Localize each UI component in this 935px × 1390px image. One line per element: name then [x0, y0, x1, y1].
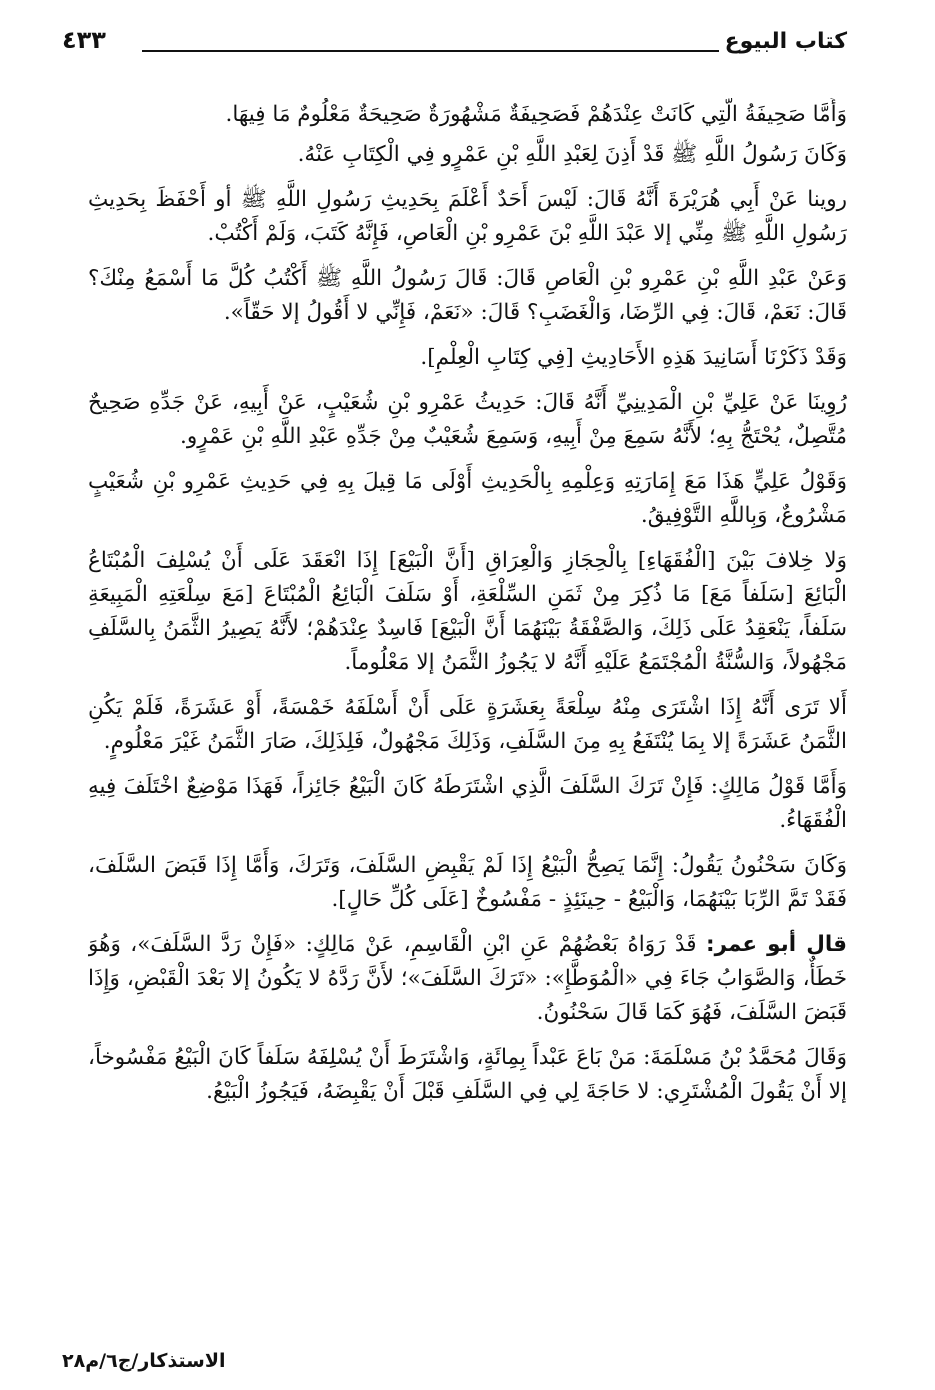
paragraph-6: رُوِينَا عَنْ عَلِيِّ بْنِ الْمَدِينِيِّ أَنَّهُ قَالَ: حَدِيثُ عَمْرِو بْنِ شُعَيْبٍ، عَنْ أَبِيهِ، عَنْ جَدِّهِ صَحِيحٌ مُتَّصِلٌ، يُحْتَجُّ بِهِ؛ لأَنَّهُ سَمِعَ مِنْ أَبِيهِ، وَسَمِعَ شُعَيْبٌ مِنْ جَدِّهِ عَبْدِ اللَّهِ بْنِ عَمْرٍو.: [88, 390, 847, 449]
book-title: كتاب البيوع: [724, 29, 847, 54]
paragraph-12: [88, 928, 847, 1030]
paragraph-5: وَقَدْ ذَكَرْنَا أَسَانِيدَ هَذِهِ الأَحَادِيثِ [فِي كِتَابِ الْعِلْمِ].: [420, 345, 847, 370]
body-text: [88, 98, 847, 1338]
paragraph-2: وَكَانَ رَسُولُ اللَّهِ ﷺ قَدْ أَذِنَ لِعَبْدِ اللَّهِ بْنِ عَمْرٍو فِي الْكِتَابِ عَنْهُ.: [297, 142, 847, 167]
paragraph-4: وَعَنْ عَبْدِ اللَّهِ بْنِ عَمْرِو بْنِ الْعَاصِ قَالَ: قَالَ رَسُولُ اللَّهِ ﷺ أَكْتُبُ كُلَّ مَا أَسْمَعُ مِنْكَ؟ قَالَ: نَعَمْ، قَالَ: فِي الرِّضَا، وَالْغَضَبِ؟ قَالَ: «نَعَمْ، فَإِنِّي لا أَقُولُ إلا حَقّاً».: [88, 266, 847, 325]
paragraph-10: وَأَمَّا قَوْلُ مَالِكٍ: فَإِنْ تَرَكَ السَّلَفَ الَّذِي اشْتَرَطَهُ كَانَ الْبَيْعُ جَائِزاً، فَهَذَا مَوْضِعٌ اخْتَلَفَ فِيهِ الْفُقَهَاءُ.: [88, 774, 847, 833]
paragraph-7: وَقَوْلُ عَلِيٍّ هَذَا مَعَ إِمَارَتِهِ وَعِلْمِهِ بِالْحَدِيثِ أَوْلَى مَا قِيلَ بِهِ فِي حَدِيثِ عَمْرِو بْنِ شُعَيْبٍ مَشْرُوعٌ، وَبِاللَّهِ التَّوْفِيقُ.: [88, 469, 847, 528]
paragraph-1: وَأَمَّا صَحِيفَةُ الَّتِي كَانَتْ عِنْدَهُمْ فَصَحِيفَةٌ مَشْهُورَةٌ صَحِيحَةٌ مَعْلُومٌ مَا فِيهَا.: [225, 102, 847, 127]
paragraph-11: وَكَانَ سَحْنُونُ يَقُولُ: إِنَّمَا يَصِحُّ الْبَيْعُ إِذَا لَمْ يَقْبِضِ السَّلَفَ، وَتَرَكَ، وَأَمَّا إِذَا قَبَضَ السَّلَفَ، فَقَدْ تَمَّ الرِّبَا بَيْنَهُمَا، وَالْبَيْعُ - حِينَئِذٍ - مَفْسُوخٌ [عَلَى كُلِّ حَالٍ].: [88, 853, 847, 912]
paragraph-12-text: قَدْ رَوَاهُ بَعْضُهُمْ عَنِ ابْنِ الْقَاسِمِ، عَنْ مَالِكٍ: «فَإِنْ رَدَّ السَّلَفَ»، وَهُوَ خَطَأٌ، وَالصَّوَابُ جَاءَ فِي «الْمُوَطَّإِ»: «تَرَكَ السَّلَفَ»؛ لأَنَّ رَدَّهُ لا يَكُونُ إلا بَعْدَ الْقَبْضِ، وَإِذَا قَبَضَ السَّلَفَ، فَهُوَ كَمَا قَالَ سَحْنُونُ.: [88, 932, 847, 1025]
header-rule: [142, 50, 719, 52]
page-header: [62, 22, 847, 62]
page-signature: الاستذكار/ج٦/م٢٨: [62, 1350, 226, 1372]
page-number: ٤٣٣: [62, 26, 106, 54]
paragraph-13: وَقَالَ مُحَمَّدُ بْنُ مَسْلَمَةَ: مَنْ بَاعَ عَبْداً بِمِائَةٍ، وَاشْتَرَطَ أَنْ يُسْلِفَهُ سَلَفاً كَانَ الْبَيْعُ مَفْسُوخاً، إلا أَنْ يَقُولَ الْمُشْتَرِي: لا حَاجَةَ لِي فِي السَّلَفِ قَبْلَ أَنْ يَقْبِضَهُ، فَيَجُوزُ الْبَيْعُ.: [88, 1045, 847, 1104]
paragraph-8: وَلا خِلافَ بَيْنَ [الْفُقَهَاءِ] بِالْحِجَازِ وَالْعِرَاقِ [أَنَّ الْبَيْعَ] إِذَا انْعَقَدَ عَلَى أَنْ يُسْلِفَ الْمُبْتَاعُ الْبَائِعَ [سَلَفاً مَعَ] مَا ذُكِرَ مِنْ ثَمَنِ السِّلْعَةِ، أَوْ سَلَفَ الْبَائِعُ الْمُبْتَاعَ [مَعَ سِلْعَتِهِ الْمَبِيعَةِ سَلَفاً، يَنْعَقِدُ عَلَى ذَلِكَ، وَالصَّفْقَةُ بَيْنَهُمَا أَنَّ الْبَيْعَ] فَاسِدٌ عِنْدَهُمْ؛ لأَنَّهُ يَصِيرُ الثَّمَنُ بِالسَّلَفِ مَجْهُولاً، وَالسُّنَّةُ الْمُجْتَمَعُ عَلَيْهِ أَنَّهُ لا يَجُوزُ الثَّمَنُ إلا مَعْلُوماً.: [88, 548, 847, 675]
paragraph-3: روينا عَنْ أَبِي هُرَيْرَةَ أَنَّهُ قَالَ: لَيْسَ أَحَدٌ أَعْلَمَ بِحَدِيثِ رَسُولِ اللَّهِ ﷺ أو أَحْفَظَ بِحَدِيثِ رَسُولِ اللَّهِ ﷺ مِنِّي إلا عَبْدَ اللَّهِ بْنَ عَمْرِو بْنِ الْعَاصِ، فَإِنَّهُ كَتَبَ، وَلَمْ أَكْتُبْ.: [88, 187, 847, 246]
speaker-lead: قال أبو عمر:: [705, 932, 847, 957]
paragraph-9: أَلا تَرَى أَنَّهُ إِذَا اشْتَرَى مِنْهُ سِلْعَةً بِعَشَرَةٍ عَلَى أَنْ أَسْلَفَهُ خَمْسَةً، أَوْ عَشَرَةً، فَلَمْ يَكُنِ الثَّمَنُ عَشَرَةً إلا بِمَا يُنْتَفَعُ بِهِ مِنَ السَّلَفِ، وَذَلِكَ مَجْهُولٌ، فَلِذَلِكَ، صَارَ الثَّمَنُ غَيْرَ مَعْلُومٍ.: [88, 695, 847, 754]
